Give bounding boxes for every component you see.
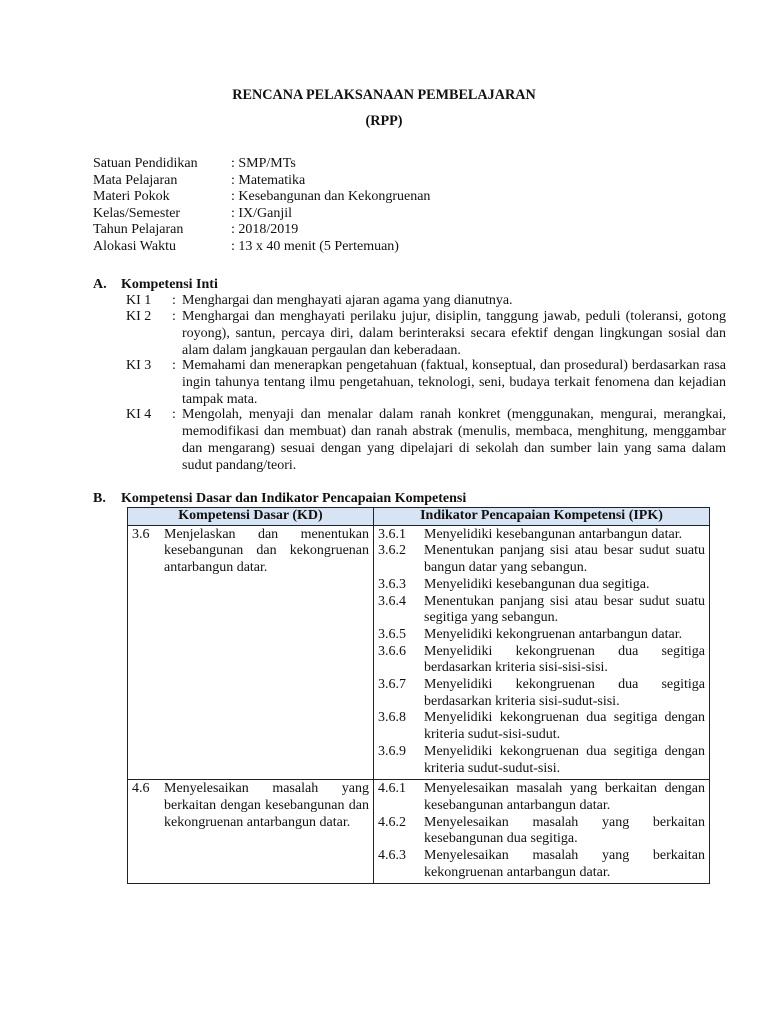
document-subtitle: (RPP): [365, 113, 403, 129]
ipk-item: [378, 744, 705, 777]
ipk-item: [378, 781, 705, 814]
ipk-item: [378, 677, 705, 710]
table-header-row: [128, 508, 710, 526]
identity-label: Materi Pokok: [93, 189, 170, 205]
ki-code: KI 2: [126, 309, 152, 324]
section-a-heading: [93, 276, 218, 293]
identity-block: [93, 155, 430, 255]
ipk-text: Menyelesaikan masalah yang berkaitan dengan kesebangunan antarbangun datar.: [424, 781, 705, 813]
identity-row: [93, 172, 430, 189]
ipk-code: 3.6.7: [378, 677, 406, 693]
kd-code: 3.6: [132, 526, 150, 542]
ipk-code: 4.6.3: [378, 848, 406, 864]
kd-cell: [128, 525, 374, 780]
ipk-text: Menentukan panjang sisi atau besar sudut suatu segitiga yang sebangun.: [424, 593, 705, 626]
table-row: [128, 525, 710, 780]
ipk-cell: [374, 780, 710, 884]
header-kd: Kompetensi Dasar (KD): [128, 508, 374, 526]
ki-item: [126, 406, 726, 474]
ipk-item: [378, 815, 705, 848]
ki-colon: :: [172, 293, 176, 308]
kd-code: 4.6: [132, 781, 150, 797]
ki-colon: :: [172, 358, 176, 373]
ipk-text: Menyelidiki kekongruenan dua segitiga berdasarkan kriteria sisi-sisi-sisi.: [424, 643, 705, 676]
section-b-heading: [93, 490, 466, 507]
table-row: [128, 780, 710, 884]
ki-item: [126, 308, 726, 359]
identity-value: : 2018/2019: [231, 222, 299, 238]
identity-label: Alokasi Waktu: [93, 238, 176, 254]
ki-text: Memahami dan menerapkan pengetahuan (faktual, konseptual, dan prosedural) berdasarkan rasa ingin tahunya tentang ilmu pengetahuan, teknologi, seni, budaya terkait fenomena dan kejadian tampak mata.: [182, 358, 726, 407]
kd-text: Menyelesaikan masalah yang berkaitan dengan kesebangunan dan kekongruenan antarbangun datar.: [164, 781, 369, 830]
ipk-item: [378, 644, 705, 677]
identity-row: [93, 238, 430, 255]
ki-text: Menghargai dan menghayati perilaku jujur, disiplin, tanggung jawab, peduli (toleransi, gotong royong), santun, percaya diri, dalam berinteraksi secara efektif dengan lingkungan sosial dan alam dalam jangkauan pergaulan dan keberadaan.: [182, 309, 726, 358]
ipk-text: Menyelesaikan masalah yang berkaitan kesebangunan dua segitiga.: [424, 814, 705, 847]
ipk-code: 4.6.1: [378, 781, 406, 797]
ipk-item: [378, 577, 705, 594]
identity-value: : Kesebangunan dan Kekongruenan: [231, 189, 431, 205]
ki-colon: :: [172, 407, 176, 422]
ipk-text: Menyelidiki kekongruenan antarbangun datar.: [424, 626, 683, 642]
ki-colon: :: [172, 309, 176, 324]
identity-label: Tahun Pelajaran: [93, 222, 184, 238]
ki-item: [126, 292, 726, 309]
ipk-item: [378, 527, 705, 544]
identity-row: [93, 205, 430, 222]
ipk-code: 3.6.6: [378, 643, 406, 659]
ipk-code: 3.6.2: [378, 543, 406, 559]
ki-code: KI 4: [126, 407, 152, 422]
kd-text: Menjelaskan dan menentukan kesebangunan dan kekongruenan antarbangun datar.: [164, 526, 369, 576]
document-title: RENCANA PELAKSANAAN PEMBELAJARAN: [232, 87, 536, 103]
identity-value: : IX/Ganjil: [231, 205, 293, 221]
ipk-text: Menyelidiki kesebangunan dua segitiga.: [424, 576, 650, 592]
identity-label: Mata Pelajaran: [93, 172, 178, 188]
ipk-item: [378, 594, 705, 627]
ipk-text: Menyelidiki kekongruenan dua segitiga dengan kriteria sudut-sudut-sisi.: [424, 743, 705, 776]
ki-item: [126, 357, 726, 408]
ipk-text: Menyelidiki kekongruenan dua segitiga dengan kriteria sudut-sisi-sudut.: [424, 710, 705, 743]
ipk-cell: [374, 525, 710, 780]
identity-row: [93, 221, 430, 238]
ipk-code: 3.6.4: [378, 593, 406, 609]
ipk-item: [378, 627, 705, 644]
section-a-title: Kompetensi Inti: [121, 277, 218, 292]
section-b-letter: B.: [93, 491, 106, 506]
ipk-item: [378, 848, 705, 881]
kd-cell: [128, 780, 374, 884]
ipk-text: Menentukan panjang sisi atau besar sudut suatu bangun datar yang sebangun.: [424, 543, 705, 576]
ki-code: KI 1: [126, 293, 152, 308]
identity-row: [93, 155, 430, 172]
ki-text: Mengolah, menyaji dan menalar dalam ranah konkret (menggunakan, mengurai, merangkai, memodifikasi dan membuat) dan ranah abstrak (menulis, membaca, menghitung, menggambar dan mengarang) sesuai dengan yang dipelajari di sekolah dan sumber lain yang sama dalam sudut pandang/teori.: [182, 407, 726, 473]
identity-label: Satuan Pendidikan: [93, 156, 198, 171]
identity-value: : SMP/MTs: [231, 156, 296, 171]
ipk-text: Menyelidiki kekongruenan dua segitiga berdasarkan kriteria sisi-sudut-sisi.: [424, 677, 705, 709]
kd-ipk-table: [127, 507, 710, 884]
ipk-code: 3.6.1: [378, 526, 406, 542]
ipk-code: 3.6.5: [378, 626, 406, 642]
ipk-text: Menyelesaikan masalah yang berkaitan kekongruenan antarbangun datar.: [424, 848, 705, 880]
ipk-item: [378, 710, 705, 743]
section-a-letter: A.: [93, 277, 107, 292]
ipk-code: 3.6.3: [378, 576, 406, 592]
identity-value: : Matematika: [231, 172, 306, 188]
ki-text: Menghargai dan menghayati ajaran agama yang dianutnya.: [182, 293, 513, 308]
ipk-code: 4.6.2: [378, 814, 406, 830]
ipk-code: 3.6.8: [378, 710, 406, 726]
ipk-code: 3.6.9: [378, 743, 406, 759]
ipk-item: [378, 543, 705, 576]
identity-value: : 13 x 40 menit (5 Pertemuan): [231, 238, 399, 254]
ki-code: KI 3: [126, 358, 152, 373]
section-b-title: Kompetensi Dasar dan Indikator Pencapaian Kompetensi: [121, 491, 467, 506]
identity-row: [93, 188, 430, 205]
identity-label: Kelas/Semester: [93, 205, 181, 221]
ipk-text: Menyelidiki kesebangunan antarbangun datar.: [424, 526, 683, 542]
header-ipk: Indikator Pencapaian Kompetensi (IPK): [374, 508, 710, 526]
